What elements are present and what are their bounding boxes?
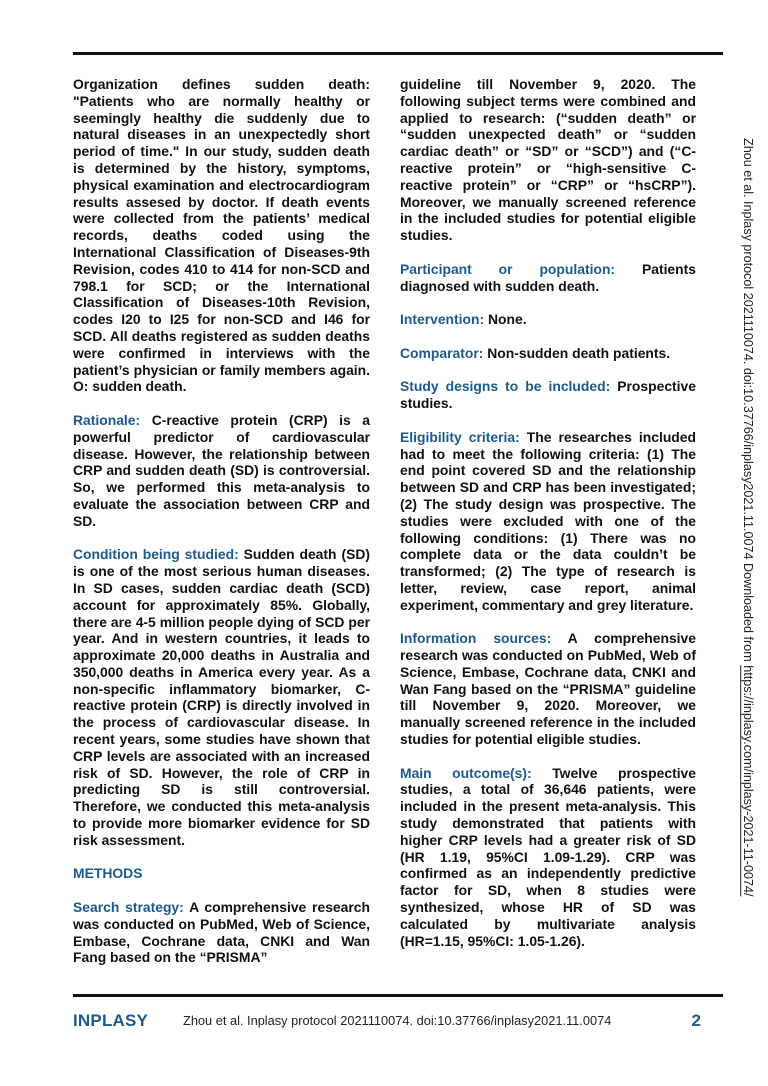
main-outcomes-section	[400, 765, 696, 950]
brand-logo: INPLASY	[73, 1011, 149, 1030]
methods-heading: METHODS	[73, 865, 143, 882]
rationale-section	[73, 412, 370, 530]
rationale-label: Rationale:	[73, 411, 141, 428]
comparator-text: Non-sudden death patients.	[483, 344, 671, 361]
search-strategy-label: Search strategy:	[73, 899, 184, 916]
intervention-label: Intervention:	[400, 311, 485, 328]
page-number: 2	[691, 1011, 701, 1030]
condition-label: Condition being studied:	[73, 546, 239, 563]
eligibility-label: Eligibility criteria:	[400, 428, 520, 445]
information-sources-section	[400, 630, 696, 748]
study-designs-text: Prospective studies.	[400, 378, 696, 412]
information-sources-label: Information sources:	[400, 630, 552, 647]
main-outcomes-text: Twelve prospective studies, a total of 36,646 patients, were included in the present meta-analysis. This study demonstrated that patients with higher CRP levels had a greater risk of SD (HR 1.19, 95%CI 1.09-1.29). CRP was confirmed as an independently predictive factor for SD, when 8 studies were synthesized, whose HR of SD was calculated by multivariate analysis (HR=1.15, 95%CI: 1.05-1.26).	[400, 764, 697, 949]
side-note-text: Zhou et al. Inplasy protocol 2021110074. doi:10.37766/inplasy2021.11.0074 Downloaded from	[741, 138, 755, 666]
participant-section	[400, 261, 696, 295]
intervention-text: None.	[484, 311, 527, 328]
top-rule	[73, 52, 723, 55]
eligibility-section	[400, 429, 696, 614]
search-strategy-section	[73, 899, 370, 966]
footer-citation: Zhou et al. Inplasy protocol 2021110074. doi:10.37766/inplasy2021.11.0074	[183, 1013, 612, 1028]
study-designs-label: Study designs to be included:	[400, 378, 611, 395]
page-footer	[73, 1010, 723, 1034]
intro-paragraph: Organization defines sudden death: "Patients who are normally healthy or seemingly healthy die suddenly due to natural diseases in an unexpectedly short period of time." In our study, sudden death is determined by the history, symptoms, physical examination and electrocardiogram results assesed by doctor. If death events were collected from the patients’ medical records, deaths coded using the International Classification of Diseases-9th Revision, codes 410 to 414 for non-SCD and 798.1 for SCD; or the International Classification of Diseases-10th Revision, codes I20 to I25 for non-SCD and I46 for SCD. All deaths registered as sudden deaths were confirmed in interviews with the patient’s physician or family members again. O: sudden death.	[73, 76, 370, 395]
condition-section	[73, 546, 370, 848]
eligibility-text: The researches included had to meet the following criteria: (1) The end point covered SD and the relationship between SD and CRP has been investigated; (2) The study design was prospective. The studies were excluded with one of the following conditions: (1) There was no complete data or the data couldn’t be transformed; (2) The type of research is letter, review, case report, animal experiment, commentary and grey literature.	[400, 428, 696, 613]
left-column	[73, 76, 370, 983]
comparator-section	[400, 345, 696, 362]
side-download-note	[741, 138, 755, 896]
intervention-section	[400, 311, 696, 328]
search-strategy-continued: guideline till November 9, 2020. The following subject terms were combined and applied to research: (“sudden death” or “sudden unexpected death” or “sudden cardiac death” or “SD” or “SCD”) and (“C-reactive protein” or “high-sensitive C-reactive protein” or “CRP” or “hsCRP”). Moreover, we manually screened reference in the included studies for potential eligible studies.	[400, 76, 696, 244]
main-outcomes-label: Main outcome(s):	[400, 764, 532, 781]
information-sources-text: A comprehensive research was conducted on PubMed, Web of Science, Embase, Cochrane data, CNKI and Wan Fang based on the “PRISMA” guideline till November 9, 2020. Moreover, we manually screened reference in the included studies for potential eligible studies.	[400, 630, 696, 748]
condition-text: Sudden death (SD) is one of the most serious human diseases. In SD cases, sudden cardiac death (SCD) account for approximately 85%. Globally, there are 4-5 million people dying of SCD per year. And in western countries, it leads to approximate 20,000 deaths in Australia and 350,000 deaths in America every year. As a non-specific inflammatory biomarker, C-reactive protein (CRP) is directly involved in the process of cardiovascular disease. In recent years, some studies have shown that CRP levels are associated with an increased risk of SD. However, the role of CRP in predicting SD is still controversial. Therefore, we conducted this meta-analysis to provide more biomarker evidence for SD risk assessment.	[73, 546, 370, 848]
study-designs-section	[400, 378, 696, 412]
participant-text: Patients diagnosed with sudden death.	[400, 260, 696, 294]
right-column	[400, 76, 696, 966]
rationale-text: C-reactive protein (CRP) is a powerful predictor of cardiovascular disease. However, the relationship between CRP and sudden death (SD) is controversial. So, we performed this meta-analysis to evaluate the association between CRP and SD.	[73, 411, 370, 529]
participant-label: Participant or population:	[400, 260, 616, 277]
bottom-rule	[73, 994, 723, 997]
comparator-label: Comparator:	[400, 344, 484, 361]
search-strategy-text: A comprehensive research was conducted on PubMed, Web of Science, Embase, Cochrane data, CNKI and Wan Fang based on the “PRISMA”	[73, 899, 370, 966]
download-link[interactable]: https://inplasy.com/inplasy-2021-11-0074/	[741, 665, 755, 897]
